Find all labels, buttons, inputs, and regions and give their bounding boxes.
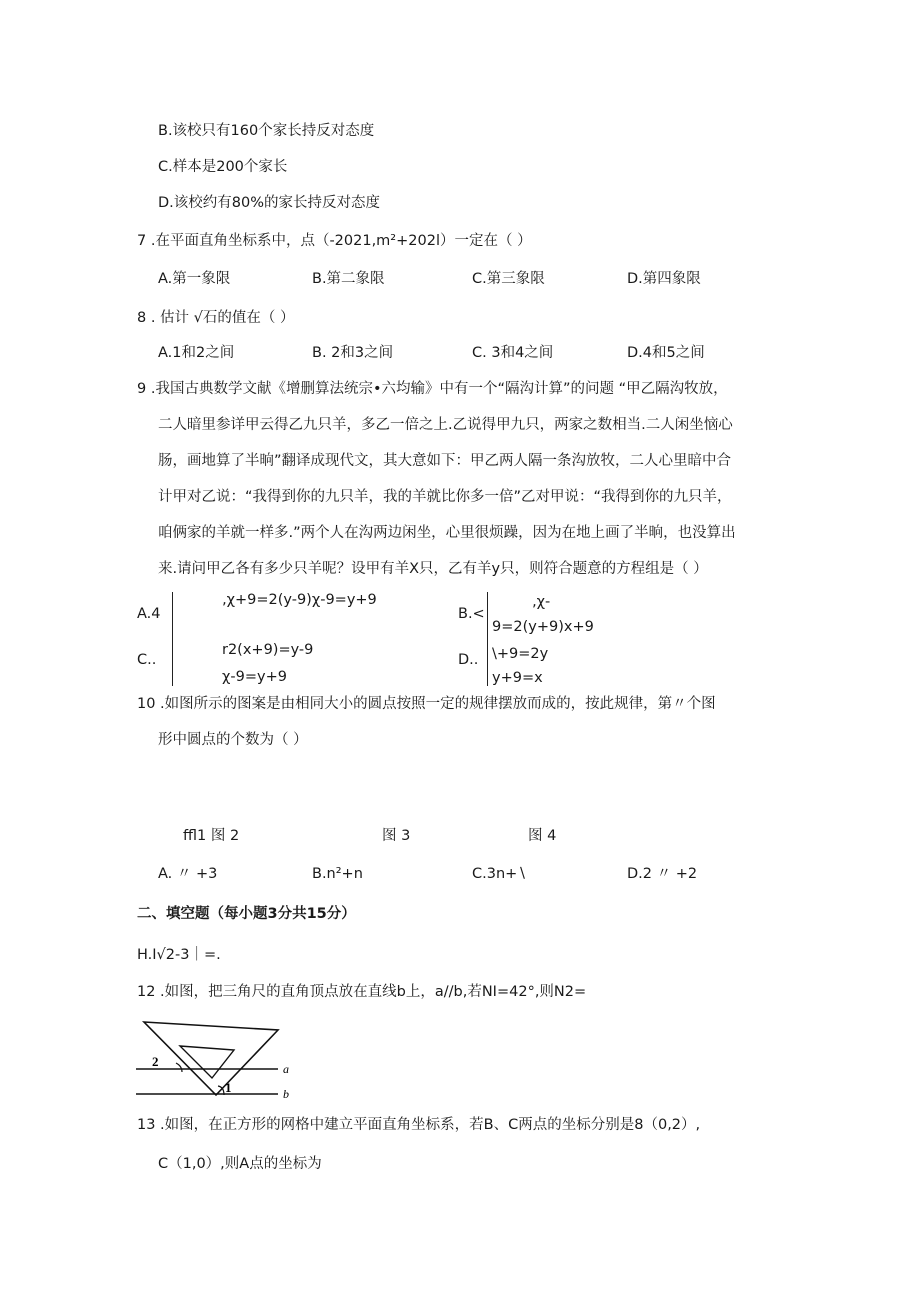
q12-line-b-label: b	[283, 1087, 289, 1101]
q9-option-d-eq2: y+9=x	[492, 670, 543, 686]
q9-left-brace	[172, 592, 173, 686]
q13-line-2: C（1,0）,则A点的坐标为	[158, 1156, 322, 1172]
q12-outer-triangle	[144, 1022, 278, 1095]
q9-option-b-eq2: 9=2(y+9)x+9	[492, 619, 594, 635]
q9-line-4: 计甲对乙说：“我得到你的九只羊，我的羊就比你多一倍”乙对甲说：“我得到你的九只羊，	[158, 489, 732, 505]
q10-option-c: C.3n+∖	[472, 866, 527, 882]
q10-line-2: 形中圆点的个数为（ ）	[158, 732, 308, 748]
q8-option-b: B. 2和3之间	[312, 345, 394, 361]
q8-option-a: A.1和2之间	[158, 345, 235, 361]
section-2-title: 二、填空题（每小题3分共15分）	[137, 906, 356, 922]
q9-option-d-eq1: \+9=2y	[492, 646, 549, 662]
q9-option-b-eq1: ‚χ-	[532, 594, 551, 610]
q9-option-c-eq2: χ-9=y+9	[222, 669, 287, 685]
q9-option-d-label: D..	[458, 652, 479, 668]
q9-option-a-equations: ‚χ+9=2(y-9)χ-9=y+9	[222, 592, 377, 608]
q9-option-a-label: A.4	[137, 606, 161, 622]
q9-line-3: 肠，画地算了半晌”翻译成现代文，其大意如下：甲乙两人隔一条沟放牧，二人心里暗中合	[158, 453, 732, 469]
q12-triangle-diagram	[136, 1016, 296, 1102]
q10-line-1: 10 .如图所示的图案是由相同大小的圆点按照一定的规律摆放而成的，按此规律，第〃个图	[137, 696, 716, 712]
q12-angle-2-arc	[176, 1063, 182, 1072]
q10-figure-label-3: 图 3	[382, 828, 411, 844]
q9-line-5: 咱俩家的羊就一样多.”两个人在沟两边闲坐，心里很烦躁，因为在地上画了半晌，也没算出	[158, 525, 736, 541]
q12-line-a-label: a	[283, 1062, 289, 1076]
q6-option-d: D.该校约有80%的家长持反对态度	[158, 195, 381, 211]
q8-option-c: C. 3和4之间	[472, 345, 554, 361]
q9-option-c-label: C..	[137, 652, 157, 668]
q10-option-b: B.n²+n	[312, 866, 363, 882]
q11-stem: H.I√2-3｜=.	[137, 947, 221, 963]
q9-line-1: 9 .我国古典数学文献《增删算法统宗•六均输》中有一个“隔沟计算”的问题 “甲乙隔沟牧放，	[137, 381, 728, 397]
q9-line-2: 二人暗里参详甲云得乙九只羊，多乙一倍之上.乙说得甲九只，两家之数相当.二人闲坐恼心	[158, 417, 733, 433]
q10-option-a: A. 〃 +3	[158, 866, 218, 882]
q8-option-d: D.4和5之间	[627, 345, 705, 361]
q12-stem: 12 .如图，把三角尺的直角顶点放在直线b上，a∕∕b,若NI=42°,则N2=	[137, 984, 587, 1000]
q9-option-c-eq1: r2(x+9)=y-9	[222, 642, 314, 658]
q7-option-c: C.第三象限	[472, 271, 545, 287]
q7-option-b: B.第二象限	[312, 271, 385, 287]
q12-inner-triangle	[180, 1046, 234, 1078]
q9-option-b-label: B.<	[458, 606, 485, 622]
q12-angle-1-label: 1	[225, 1080, 232, 1095]
q10-option-d: D.2 〃 +2	[627, 866, 698, 882]
q8-stem: 8 . 估计 √石的值在（ ）	[137, 310, 295, 326]
q7-stem: 7 .在平面直角坐标系中，点（-2021,m²+202l）一定在（ ）	[137, 233, 532, 249]
q13-line-1: 13 .如图，在正方形的网格中建立平面直角坐标系，若B、C两点的坐标分别是8（0,2）,	[137, 1117, 701, 1133]
q9-line-6: 来.请问甲乙各有多少只羊呢？设甲有羊X只，乙有羊y只，则符合题意的方程组是（ ）	[158, 561, 708, 577]
q7-option-d: D.第四象限	[627, 271, 701, 287]
q6-option-b: B.该校只有160个家长持反对态度	[158, 123, 375, 139]
q9-right-brace	[487, 592, 488, 686]
q6-option-c: C.样本是200个家长	[158, 159, 288, 175]
q10-figure-label-1-2: ffl1 图 2	[183, 828, 240, 844]
q7-option-a: A.第一象限	[158, 271, 231, 287]
q10-figure-label-4: 图 4	[528, 828, 557, 844]
q12-angle-2-label: 2	[152, 1054, 159, 1069]
